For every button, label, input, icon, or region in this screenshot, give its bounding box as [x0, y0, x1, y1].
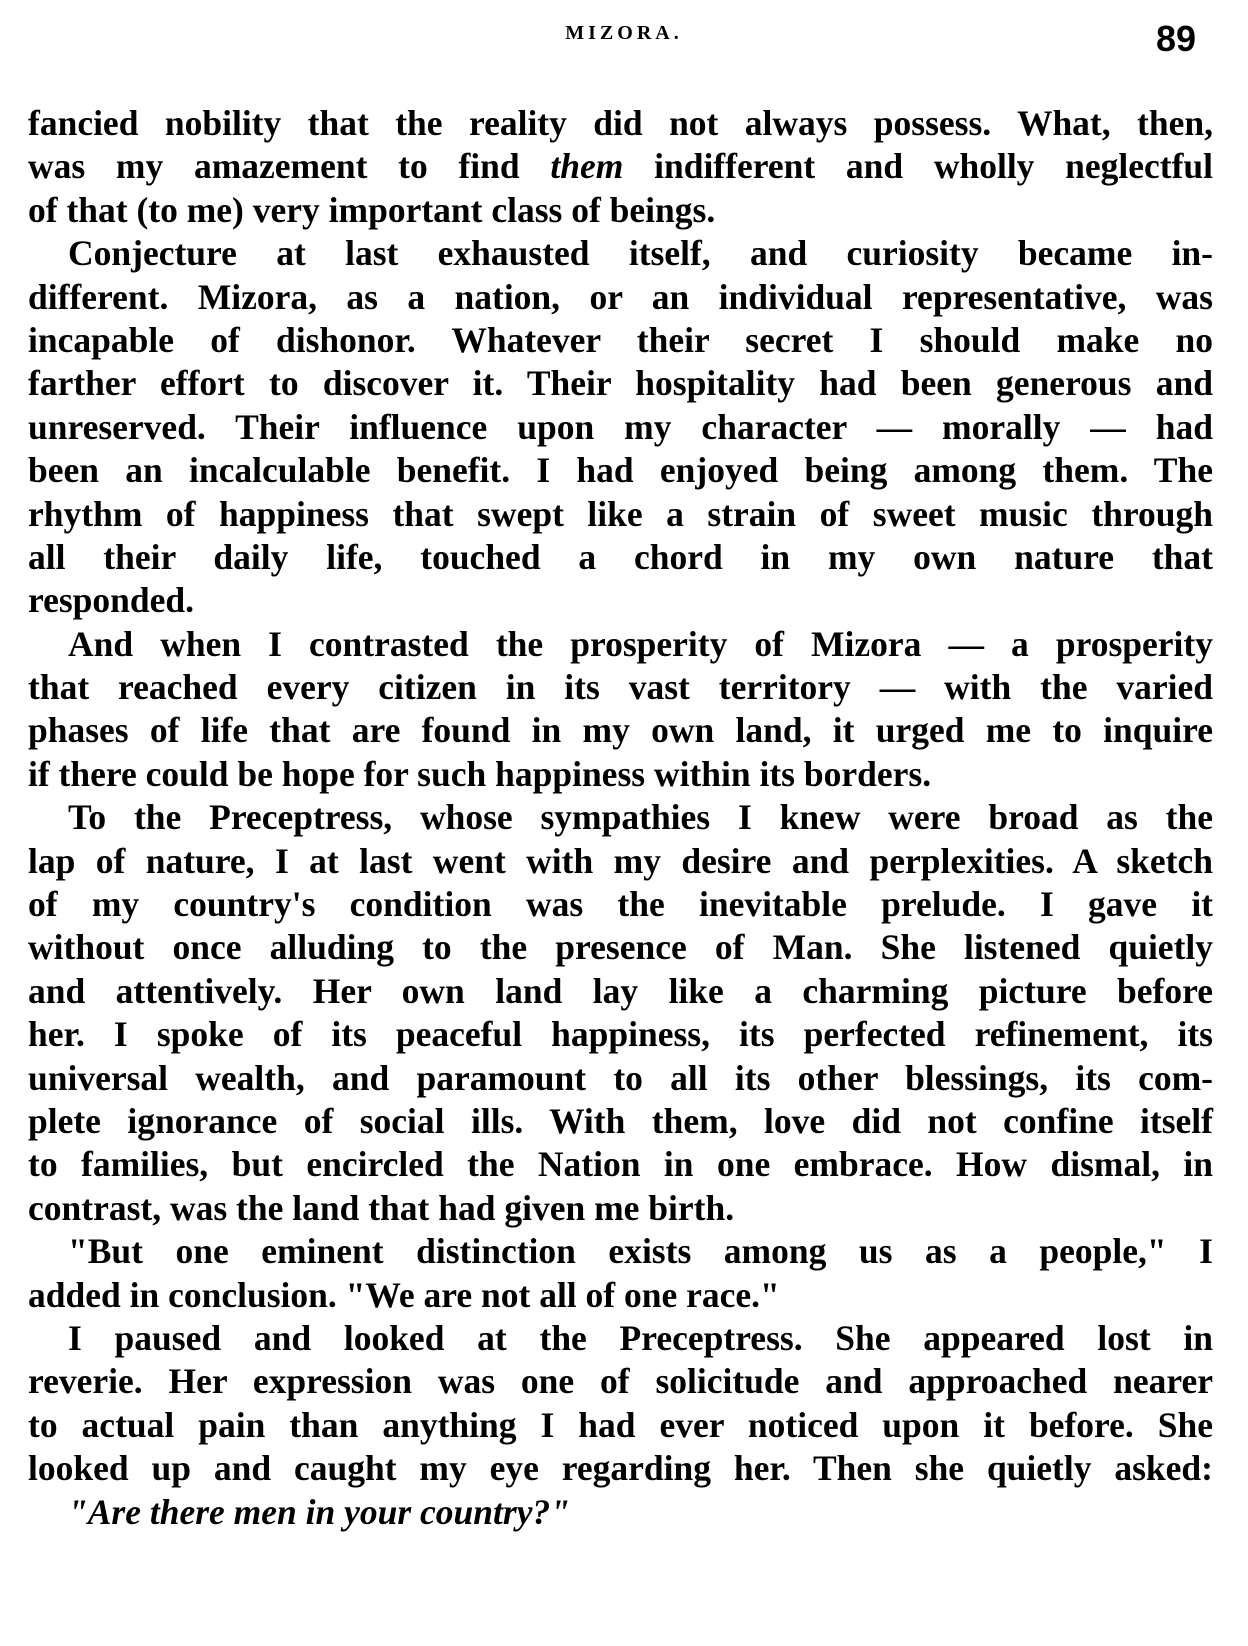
paragraph — [28, 1491, 1213, 1534]
text-line: different. Mizora, as a nation, or an individual representative, was — [28, 276, 1213, 317]
text-segment: was my amazement to find — [28, 146, 520, 187]
text-line: reverie. Her expression was one of solicitude and approached nearer — [28, 1361, 1213, 1402]
paragraph — [28, 102, 1213, 232]
text-line: and attentively. Her own land lay like a charming picture before — [28, 970, 1213, 1011]
text-line: of my country's condition was the inevitable prelude. I gave it — [28, 884, 1213, 925]
text-line: that reached every citizen in its vast territory — with the varied — [28, 667, 1213, 708]
body-text — [28, 102, 1213, 1534]
text-line: her. I spoke of its peaceful happiness, its perfected refinement, its — [28, 1014, 1213, 1055]
text-line: without once alluding to the presence of Man. She listened quietly — [28, 927, 1213, 968]
text-line: farther effort to discover it. Their hospitality had been generous and — [28, 363, 1213, 404]
text-line: phases of life that are found in my own land, it urged me to inquire — [28, 710, 1213, 751]
text-line: of that (to me) very important class of beings. — [28, 189, 716, 230]
paragraph — [28, 1230, 1213, 1317]
text-line: Conjecture at last exhausted itself, and curiosity became in- — [68, 233, 1213, 274]
text-line: universal wealth, and paramount to all its other blessings, its com- — [28, 1057, 1213, 1098]
text-line: To the Preceptress, whose sympathies I knew were broad as the — [68, 797, 1213, 838]
text-line: I paused and looked at the Preceptress. She appeared lost in — [68, 1317, 1213, 1358]
text-line: if there could be hope for such happiness within its borders. — [28, 753, 932, 794]
text-line: all their daily life, touched a chord in my own nature that — [28, 536, 1213, 577]
text-line: plete ignorance of social ills. With them, love did not confine itself — [28, 1100, 1213, 1141]
text-line: "But one eminent distinction exists among us as a people," I — [68, 1231, 1213, 1272]
paragraph — [28, 1317, 1213, 1491]
text-line: unreserved. Their influence upon my character — morally — had — [28, 406, 1213, 447]
paragraph — [28, 796, 1213, 1230]
text-line: fancied nobility that the reality did not always possess. What, then, — [28, 103, 1213, 143]
emphasized-question: "Are there men in your country?" — [68, 1491, 570, 1532]
text-line: added in conclusion. "We are not all of one race." — [28, 1274, 780, 1315]
text-line: been an incalculable benefit. I had enjoyed being among them. The — [28, 450, 1213, 491]
text-line: contrast, was the land that had given me birth. — [28, 1187, 735, 1228]
text-line: to actual pain than anything I had ever noticed upon it before. She — [28, 1404, 1213, 1445]
text-line: rhythm of happiness that swept like a strain of sweet music through — [28, 493, 1213, 534]
running-head: MIZORA. — [565, 22, 683, 44]
text-segment: indifferent and wholly neglectful — [654, 146, 1214, 187]
text-line — [28, 1491, 1213, 1534]
text-line: responded. — [28, 580, 195, 621]
text-line: incapable of dishonor. Whatever their secret I should make no — [28, 319, 1213, 360]
emphasized-word: them — [550, 146, 624, 187]
text-line — [28, 145, 1213, 188]
paragraph — [28, 623, 1213, 797]
page-number: 89 — [1155, 18, 1196, 59]
text-line: looked up and caught my eye regarding her. Then she quietly asked: — [28, 1448, 1213, 1489]
text-line: And when I contrasted the prosperity of Mizora — a prosperity — [68, 623, 1213, 664]
text-line: lap of nature, I at last went with my desire and perplexities. A sketch — [28, 840, 1213, 881]
text-line: to families, but encircled the Nation in one embrace. How dismal, in — [28, 1144, 1213, 1185]
paragraph — [28, 232, 1213, 623]
